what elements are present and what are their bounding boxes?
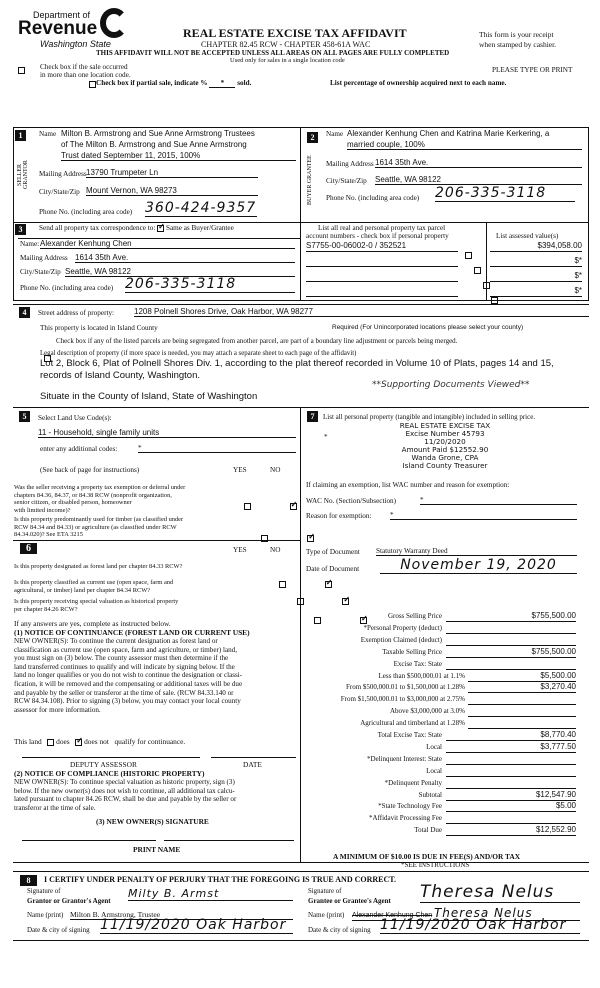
minimum-due-note: A MINIMUM OF $10.00 IS DUE IN FEE(S) AND/OR TAX	[333, 852, 521, 861]
tax-row-label: Local	[426, 742, 442, 751]
parcel-number-input[interactable]: S7755-00-06002-0 / 352521	[306, 241, 458, 252]
seller-phone-label: Phone No. (including area code)	[39, 208, 133, 216]
q-timber: Is this property predominantly used for timber (as classified under RCW 84.34 and 84.33) or agriculture (as classified under RCW 84.34.020)? See ETA 3215	[14, 516, 184, 538]
legal-description-2[interactable]: records of Island County, Washington.	[40, 370, 200, 381]
divider	[13, 940, 589, 941]
notice-line: below. If the new owner(s) does not wish to continue, all additional tax calcu-	[14, 786, 235, 795]
tax-row-label: Gross Selling Price	[387, 612, 442, 620]
q-exemption-no-checkbox[interactable]	[290, 503, 297, 510]
section-number: 8	[20, 875, 37, 886]
tax-row-label: Above $3,000,000 at 3.0%	[389, 707, 465, 716]
tax-row-value[interactable]: $5.00	[446, 801, 576, 812]
seller-city-label: City/State/Zip	[39, 188, 80, 196]
tax-row-value[interactable]: $8,770.40	[446, 730, 576, 741]
notice-line: assessor for more information.	[14, 705, 101, 714]
located-label: This property is located in Island County	[40, 324, 158, 332]
divider	[13, 540, 300, 541]
land-use-select[interactable]: 11 - Household, single family units	[38, 428, 296, 438]
s3-name[interactable]: Alexander Kenhung Chen	[40, 239, 295, 249]
notice-continuance-text	[14, 637, 242, 714]
q-exemption: Was the seller receiving a property tax exemption or deferral under chapters 84.36, 84.37, or 84.38 RCW (nonprofit organization, senior citizen, or disabled person, homeowner with limited income)?	[14, 484, 186, 514]
q-forest: Is this property designated as forest land per chapter 84.33 RCW?	[14, 563, 183, 570]
see-back-note: (See back of page for instructions)	[40, 466, 140, 474]
assessed-value-input[interactable]: $*	[490, 286, 582, 297]
tax-row-value[interactable]: $5,500.00	[468, 671, 576, 682]
tax-row-label: Taxable Selling Price	[382, 647, 442, 656]
new-owner-print-line[interactable]	[164, 840, 294, 841]
buyer-grantee-label: BUYER GRANTEE	[307, 155, 313, 205]
divider	[13, 222, 589, 223]
logo-main: Revenue	[18, 18, 98, 39]
tax-row-label: Subtotal	[418, 790, 442, 799]
q-timber-no-checkbox[interactable]	[307, 535, 314, 542]
tax-row-value[interactable]: $12,547.90	[446, 790, 576, 801]
partial-sale-checkbox[interactable]	[89, 81, 96, 88]
grantee-sig-label-1: Signature of	[308, 888, 342, 895]
new-owner-signature-title: (3) NEW OWNER(S) SIGNATURE	[96, 817, 209, 826]
supporting-docs-stamp: **Supporting Documents Viewed**	[372, 380, 530, 390]
section-number: 4	[19, 307, 30, 318]
personal-property-label: List all personal property (tangible and intangible) included in selling price.	[323, 413, 536, 421]
stamp-line: 11/20/2020	[424, 437, 466, 446]
tax-row-value[interactable]: $755,500.00	[446, 611, 576, 622]
form-warning: THIS AFFIDAVIT WILL NOT BE ACCEPTED UNLESS ALL AREAS ON ALL PAGES ARE FULLY COMPLETED	[96, 49, 450, 57]
notice-line: and payable by the seller or transferor at the time of sale. (RCW 84.33.140 or	[14, 688, 234, 697]
new-owner-signature-line[interactable]	[22, 840, 156, 841]
form-chapter: CHAPTER 82.45 RCW - CHAPTER 458-61A WAC	[201, 40, 371, 49]
divider	[486, 222, 487, 301]
grantee-signature[interactable]: Theresa Nelus	[420, 882, 580, 903]
parcel-number-input[interactable]	[306, 271, 458, 282]
grantee-date-city[interactable]: 11/19/2020 Oak Harbor	[380, 917, 580, 934]
stamp-line: Excise Number 45793	[405, 429, 485, 438]
yes-header: YES	[233, 546, 247, 554]
section-number: 6	[20, 543, 37, 554]
divider	[13, 407, 589, 408]
parcel-header-2: account numbers - check box if personal property	[306, 232, 449, 240]
buyer-phone-label: Phone No. (including area code)	[326, 194, 420, 202]
tax-row-value[interactable]	[446, 659, 576, 670]
notice-line: NEW OWNER(S): To continue the current designation as forest land or	[14, 637, 218, 645]
parcel-number-input[interactable]	[306, 286, 458, 297]
stamp-line: REAL ESTATE EXCISE TAX	[399, 421, 491, 430]
tax-row-value[interactable]	[446, 754, 576, 765]
yes-header: YES	[233, 466, 247, 474]
partial-sale-percent[interactable]: *	[209, 79, 235, 88]
grantee-date-label: Date & city of signing	[308, 926, 371, 934]
notice-line: RCW 84.34.108). Prior to signing (3) below, you may contact your local county	[14, 697, 241, 706]
county-required-note: Required (For Unincorporated locations please select your county)	[332, 324, 524, 331]
tax-row-value[interactable]: $755,500.00	[446, 647, 576, 658]
notice-line: land no longer qualifies or you do not wish to continue the designation or classi-	[14, 671, 243, 680]
section-number: 1	[15, 130, 26, 141]
doc-date[interactable]: November 19, 2020	[380, 557, 577, 574]
assessor-date-line[interactable]	[211, 757, 296, 758]
deputy-assessor-label: DEPUTY ASSESSOR	[70, 760, 137, 769]
grantor-date-label: Date & city of signing	[27, 926, 90, 934]
tax-row-value[interactable]	[446, 766, 576, 777]
ownership-note: List percentage of ownership acquired next to each name.	[330, 79, 507, 87]
section-number: 2	[307, 132, 318, 143]
tax-row-value[interactable]	[468, 694, 576, 705]
seller-address-label: Mailing Address	[39, 170, 87, 178]
section-number: 7	[307, 411, 318, 422]
tax-row-label: *Delinquent Interest: State	[366, 754, 442, 763]
tax-row-label: Total Excise Tax: State	[377, 731, 442, 739]
notice-compliance-title: (2) NOTICE OF COMPLIANCE (HISTORIC PROPERTY)	[14, 769, 205, 778]
tax-row-label: Excise Tax: State	[393, 659, 442, 668]
tax-row-label: *Delinquent Penalty	[384, 778, 442, 787]
doc-date-label: Date of Document	[306, 565, 360, 573]
s3-phone-label: Phone No. (including area code)	[20, 284, 114, 292]
assessed-value-input[interactable]: $*	[490, 271, 582, 282]
personal-property-checkbox[interactable]	[474, 267, 481, 274]
buyer-city[interactable]: Seattle, WA 98122	[375, 175, 582, 185]
seller-address[interactable]: 13790 Trumpeter Ln	[86, 168, 258, 178]
form-title: REAL ESTATE EXCISE TAX AFFIDAVIT	[183, 26, 407, 40]
legal-label: Legal description of property (if more space is needed, you may attach a separate sheet to each page of the affidavit)	[40, 350, 357, 357]
date-label: DATE	[243, 760, 262, 769]
grantor-name-label: Name (print)	[27, 911, 64, 919]
situate-text: Situate in the County of Island, State of Washington	[40, 391, 258, 402]
notice-line: you must sign on (3) below. The county assessor must then determine if the	[14, 654, 229, 663]
tax-row-label: *State Technology Fee	[378, 802, 442, 811]
parcel-header-1: List all real and personal property tax parcel	[318, 224, 446, 232]
additional-codes-input[interactable]: *	[138, 444, 296, 453]
personal-property-checkbox[interactable]	[483, 282, 490, 289]
section-number: 3	[15, 224, 26, 235]
q-current-use-yes-checkbox[interactable]	[297, 598, 304, 605]
section-number: 5	[19, 411, 30, 422]
same-as-buyer-checkbox[interactable]	[157, 225, 164, 232]
street-label: Street address of property:	[38, 309, 115, 317]
does-qualify-checkbox[interactable]	[47, 739, 54, 746]
continuance-row: This land does ✓ does not qualify for continuance.	[14, 737, 185, 746]
divider	[13, 304, 589, 305]
partial-sale-label: Check box if partial sale, indicate % * sold.	[96, 79, 252, 87]
seller-name-1[interactable]: Milton B. Armstrong and Sue Anne Armstrong Trustees	[61, 129, 255, 138]
notice-line: land transferred continues to qualify and will indicate by signing below. If the	[14, 662, 235, 671]
tax-row-label: Local	[426, 766, 442, 775]
receipt-note-1: This form is your receipt	[479, 30, 554, 39]
tax-row-value[interactable]	[446, 778, 576, 789]
stamp-line: Amount Paid $12552.90	[401, 445, 489, 454]
s3-address-label: Mailing Address	[20, 254, 68, 262]
multi-location-label-2: in more than one location code.	[40, 71, 131, 79]
no-header: NO	[270, 546, 281, 554]
receipt-note-2: when stamped by cashier.	[479, 40, 557, 49]
seller-phone[interactable]: 360-424-9357	[145, 200, 257, 216]
seller-name-label: Name	[39, 130, 57, 138]
certify-statement: I CERTIFY UNDER PENALTY OF PERJURY THAT THE FOREGOING IS TRUE AND CORRECT.	[44, 875, 397, 884]
notice-line: fication, it will be removed and the compensating or additional taxes will be due	[14, 679, 243, 688]
logo-top: Department of	[33, 10, 91, 20]
does-not-qualify-checkbox[interactable]	[75, 739, 82, 746]
tax-row-value[interactable]	[468, 718, 576, 729]
buyer-name-1[interactable]: Alexander Kenhung Chen and Katrina Marie Kerkering, a	[347, 129, 550, 138]
buyer-city-label: City/State/Zip	[326, 177, 367, 185]
grantee-sig-label-2: Grantee or Grantee's Agent	[308, 897, 391, 905]
grantor-name[interactable]: Milton B. Armstrong, Trustee	[70, 910, 293, 920]
additional-codes-label: enter any additional codes:	[40, 445, 118, 453]
multi-location-label-1: Check box if the sale occurred	[40, 63, 128, 71]
print-name-label: PRINT NAME	[133, 845, 181, 854]
send-correspondence-label: Send all property tax correspondence to: ✓ Same as Buyer/Grantee	[39, 224, 234, 232]
seller-name-3[interactable]: Trust dated September 11, 2015, 100%	[61, 151, 296, 161]
tax-row-label: Exemption Claimed (deduct)	[360, 635, 442, 644]
multi-location-checkbox[interactable]	[18, 67, 25, 74]
seller-grantor-label: SELLER GRANTOR	[17, 160, 29, 190]
personal-property-input[interactable]: *	[324, 433, 328, 441]
wac-input[interactable]: *	[420, 496, 577, 505]
seller-city[interactable]: Mount Vernon, WA 98273	[86, 186, 258, 196]
buyer-phone[interactable]: 206-335-3118	[435, 185, 575, 202]
grantor-signature[interactable]: Milty B. Armst	[128, 887, 293, 901]
notice-compliance-text	[14, 778, 236, 812]
please-type-note: PLEASE TYPE OR PRINT	[492, 66, 573, 74]
notice-line: NEW OWNER(S): To continue special valuation as historic property, sign (3)	[14, 778, 235, 786]
notice-line: classification as current use (open space, farm and agriculture, or timber) land,	[14, 645, 237, 654]
exemption-label: If claiming an exemption, list WAC number and reason for exemption:	[306, 481, 510, 489]
wac-label: WAC No. (Section/Subsection)	[306, 497, 397, 505]
q-current-use-no-checkbox[interactable]	[342, 598, 349, 605]
q-exemption-yes-checkbox[interactable]	[244, 503, 251, 510]
tax-row-label: Less than $500,000.01 at 1.1%	[378, 671, 465, 680]
assessed-value-input[interactable]: $*	[490, 256, 582, 267]
s3-phone[interactable]: 206-335-3118	[125, 276, 295, 293]
doc-type-select[interactable]: Statutory Warranty Deed	[376, 547, 577, 556]
assessed-value-header: List assessed value(s)	[496, 232, 559, 240]
buyer-name-label: Name	[326, 130, 344, 138]
see-instructions-note: *SEE INSTRUCTIONS	[401, 861, 470, 869]
grantor-date-city[interactable]: 11/19/2020 Oak Harbor	[100, 917, 293, 934]
tax-row-value[interactable]	[446, 635, 576, 646]
s3-name-label: Name:	[20, 240, 40, 248]
tax-row-label: From $1,500,000.01 to $3,000,000 at 2.75%	[340, 695, 465, 704]
street-address[interactable]: 1208 Polnell Shores Drive, Oak Harbor, WA 98277	[134, 307, 589, 317]
grantor-sig-label-1: Signature of	[27, 888, 61, 895]
tax-row-label: From $500,000.01 to $1,500,000 at 1.28%	[346, 683, 465, 692]
county-select[interactable]: Island County	[117, 324, 158, 332]
tax-row-value[interactable]: $3,777.50	[446, 742, 576, 753]
reason-input[interactable]: *	[390, 511, 577, 520]
s3-address[interactable]: 1614 35th Ave.	[75, 253, 295, 263]
s3-city-label: City/State/Zip	[20, 268, 61, 276]
q-current-use: Is this property classified as current use (open space, farm and agricultural, or timber) land per chapter 84.34 RCW?	[14, 579, 174, 594]
no-header: NO	[270, 466, 281, 474]
tax-row-value[interactable]: $12,552.90	[446, 825, 576, 836]
notice-line: transferor at the time of sale.	[14, 803, 96, 812]
notice-line: lated pursuant to chapter 84.26 RCW, shall be due and payable by the seller or	[14, 795, 237, 804]
q-forest-no-checkbox[interactable]	[325, 581, 332, 588]
divider	[13, 862, 589, 863]
segregated-label: Check box if any of the listed parcels are being segregated from another parcel, are part of a boundary line adjustment or parcels being merged.	[56, 337, 458, 345]
q-historic: Is this property receiving special valuation as historical property per chapter 84.26 RCW?	[14, 598, 179, 613]
q-forest-yes-checkbox[interactable]	[279, 581, 286, 588]
divider	[13, 871, 589, 872]
treasurer-paid-stamp	[360, 422, 530, 470]
s3-city[interactable]: Seattle, WA 98122	[65, 267, 295, 277]
grantor-sig-label-2: Grantor or Grantor's Agent	[27, 897, 111, 905]
grantee-name-label: Name (print)	[308, 911, 345, 919]
doc-type-label: Type of Document	[306, 548, 360, 556]
assessed-value-input[interactable]: $394,058.00	[490, 241, 582, 252]
legal-description-1[interactable]: Lot 2, Block 6, Plat of Polnell Shores Div. 1, according to the plat thereof recorded in Volume 10 of Plats, pages 14 and 15,	[40, 358, 554, 369]
parcel-number-input[interactable]	[306, 256, 458, 267]
tax-row-value[interactable]	[446, 623, 576, 634]
divider	[300, 127, 301, 301]
notice-continuance-title: (1) NOTICE OF CONTINUANCE (FOREST LAND OR CURRENT USE)	[14, 628, 250, 637]
logo-swirl-icon	[100, 8, 128, 38]
deputy-assessor-line[interactable]	[22, 757, 200, 758]
buyer-address-label: Mailing Address	[326, 160, 374, 168]
personal-property-checkbox[interactable]	[465, 252, 472, 259]
personal-property-checkbox[interactable]	[491, 297, 498, 304]
grantee-name-struck: Alexander Kenhung Chen	[352, 912, 433, 919]
tax-row-value[interactable]	[446, 813, 576, 824]
tax-row-value[interactable]	[468, 706, 576, 717]
tax-row-label: *Affidavit Processing Fee	[369, 814, 442, 823]
buyer-address[interactable]: 1614 35th Ave.	[375, 158, 582, 168]
stamp-line: Wanda Grone, CPA	[411, 453, 479, 462]
land-use-label: Select Land Use Code(s):	[38, 414, 112, 422]
seller-name-2[interactable]: of The Milton B. Armstrong and Sue Anne Armstrong	[61, 140, 247, 149]
tax-row-label: Agricultural and timberland at 1.28%	[360, 719, 465, 728]
reason-label: Reason for exemption:	[306, 512, 372, 520]
logo-sub: Washington State	[40, 39, 111, 49]
tax-row-label: Total Due	[414, 826, 442, 835]
tax-row-label: *Personal Property (deduct)	[363, 623, 442, 632]
stamp-line: Island County Treasurer	[402, 461, 488, 470]
single-location-note: Used only for sales in a single location code	[230, 57, 345, 64]
grantee-name: Theresa Nelus	[433, 906, 533, 920]
buyer-name-2[interactable]: married couple, 100%	[347, 140, 582, 150]
if-yes-note: If any answers are yes, complete as instructed below.	[14, 619, 171, 628]
tax-row-value[interactable]: $3,270.40	[468, 682, 576, 693]
